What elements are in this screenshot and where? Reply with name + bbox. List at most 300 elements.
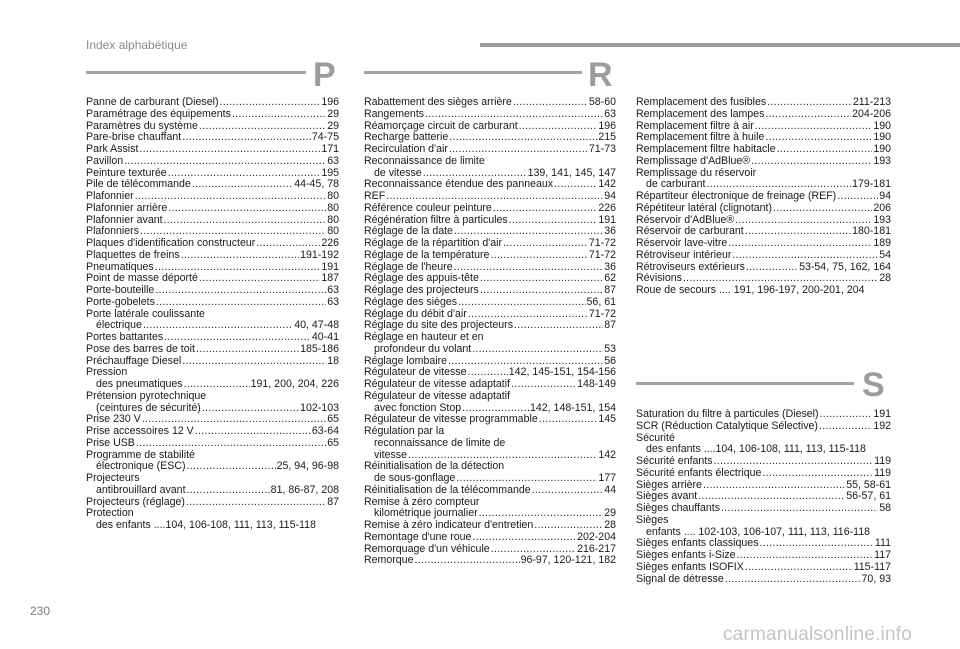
index-page-ref: 190: [873, 143, 891, 155]
index-term: Rétroviseur intérieur: [636, 248, 732, 261]
index-term: Projecteurs: [86, 472, 140, 484]
index-entry: [364, 191, 616, 203]
index-term: (ceintures de sécurité): [96, 401, 201, 414]
index-entry: [636, 503, 891, 515]
index-term: Plafonniers: [86, 225, 139, 238]
index-line: [86, 97, 339, 109]
dot-leader: [449, 132, 597, 144]
index-term: Remplissage d'AdBlue®: [636, 154, 751, 167]
index-entry: [86, 285, 339, 297]
index-term: kilométrique journalier: [374, 507, 478, 520]
index-term: Point de masse déporté: [86, 272, 198, 285]
dot-leader: [449, 144, 588, 156]
dot-leader: [199, 121, 326, 133]
index-term: Sièges enfants classiques: [636, 537, 759, 550]
index-line: [86, 391, 339, 403]
index-page-ref: 56, 61: [586, 295, 616, 308]
index-page-ref: 171: [321, 143, 339, 155]
index-term: Paramètres du système: [86, 119, 198, 132]
index-term: Régulateur de vitesse adaptatif: [364, 378, 511, 390]
index-term: Sécurité: [636, 431, 675, 444]
index-page-ref: 190: [873, 119, 891, 132]
dot-leader: [472, 344, 603, 356]
dot-leader: [135, 191, 327, 203]
index-page-ref: 193: [873, 213, 891, 226]
index-line: [636, 250, 891, 262]
dot-leader: [480, 285, 603, 297]
dot-leader: [820, 409, 873, 421]
index-term: Pile de télécommande: [86, 178, 191, 191]
index-page-ref: 185-186: [300, 342, 339, 355]
index-line: [636, 421, 891, 433]
index-term: Remplacement des lampes: [636, 107, 765, 120]
index-line: [364, 332, 616, 344]
index-term: Réglage de la température: [364, 248, 490, 261]
index-page-ref: 63: [327, 154, 339, 167]
index-page-ref: 63: [327, 295, 339, 308]
index-line: [86, 238, 339, 250]
index-term: Plaquettes de freins: [86, 248, 180, 261]
index-line: [364, 203, 616, 215]
index-page-ref: 111: [874, 537, 891, 550]
index-term: Référence couleur peinture: [364, 201, 492, 214]
index-entry: [86, 344, 339, 356]
index-page-ref: 40-41: [311, 331, 339, 343]
index-term: Réservoir lave-vitre: [636, 237, 728, 249]
index-entry: [86, 191, 339, 203]
index-term: Réglage de la date: [364, 225, 453, 238]
index-column-s: [636, 409, 891, 585]
dot-leader: [746, 262, 798, 274]
index-line: [636, 97, 891, 109]
index-entry: [364, 156, 616, 180]
index-term: Prétension pyrotechnique: [86, 389, 207, 402]
index-term: Réinitialisation de la détection: [364, 460, 505, 473]
dot-leader: [220, 97, 321, 109]
dot-leader: [136, 438, 326, 450]
index-term: Réglage lombaire: [364, 354, 448, 367]
dot-leader: [186, 497, 326, 509]
index-entry: [364, 203, 616, 215]
section-p-rule: [86, 71, 306, 74]
index-term: Porte-bouteille: [86, 284, 155, 296]
index-term: antibrouillard avant: [96, 483, 186, 496]
index-entry: [636, 203, 891, 215]
index-entry: [364, 97, 616, 109]
dot-leader: [187, 461, 276, 473]
index-line: [86, 144, 339, 156]
index-entry: [636, 550, 891, 562]
index-line: [364, 391, 616, 403]
index-entry: [364, 426, 616, 461]
index-term: Réglage de l'heure: [364, 260, 453, 273]
index-page-ref: 196: [321, 96, 339, 108]
dot-leader: [519, 121, 598, 133]
index-term: Prise USB: [86, 436, 135, 449]
index-entry: [636, 97, 891, 109]
index-line: [364, 109, 616, 121]
dot-leader: [819, 421, 872, 433]
index-page-ref: 65: [327, 436, 339, 449]
dot-leader: [751, 156, 872, 168]
index-term: Remise à zéro indicateur d'entretien: [364, 519, 534, 531]
index-line: [86, 285, 339, 297]
index-term: Rétroviseurs extérieurs: [636, 260, 745, 273]
index-term: Remorquage d'un véhicule: [364, 542, 490, 555]
index-line: [86, 473, 339, 485]
index-page-ref: 25, 94, 96-98: [276, 460, 339, 473]
index-line: [86, 156, 339, 168]
watermark: carmanualsonline.info: [722, 624, 912, 645]
index-page-ref: 191-192: [300, 248, 339, 261]
index-entry: [364, 461, 616, 485]
index-term: Porte latérale coulissante: [86, 307, 205, 320]
index-term: profondeur du volant: [374, 342, 472, 355]
dot-leader: [124, 156, 326, 168]
index-page-ref: 29: [327, 119, 339, 132]
index-term: Remorque: [364, 554, 414, 567]
index-term: Plafonnier avant: [86, 213, 163, 226]
index-entry: [364, 109, 616, 121]
index-page-ref: 102-103: [300, 401, 339, 414]
index-page-ref: 195: [321, 166, 339, 179]
index-entry: [636, 468, 891, 480]
index-page-ref: 94: [879, 190, 891, 202]
index-entry: [86, 508, 339, 532]
index-entry: [86, 473, 339, 497]
dot-leader: [164, 215, 327, 227]
dot-leader: [199, 273, 320, 285]
index-term: Sièges avant: [636, 490, 698, 503]
index-entry: [636, 409, 891, 421]
index-page-ref: 196: [598, 119, 616, 132]
dot-leader: [472, 532, 576, 544]
index-entry: [364, 144, 616, 156]
index-term: Prise accessoires 12 V: [86, 425, 194, 437]
dot-leader: [168, 203, 326, 215]
index-line: [636, 285, 891, 297]
index-term: Sièges enfants ISOFIX: [636, 560, 744, 573]
index-entry: [364, 391, 616, 415]
dot-leader: [703, 480, 845, 492]
index-page-ref: 44-45, 78: [294, 178, 339, 191]
index-page-ref: 145: [598, 413, 616, 426]
index-entry: [636, 562, 891, 574]
dot-leader: [513, 97, 588, 109]
dot-leader: [202, 403, 299, 415]
index-page-ref: 71-73: [588, 143, 616, 155]
index-entry: [364, 238, 616, 250]
dot-leader: [532, 485, 604, 497]
index-page-ref: 70, 93: [861, 572, 891, 585]
dot-leader: [182, 356, 326, 368]
index-entry: [636, 156, 891, 168]
section-letter-p: P: [313, 56, 336, 94]
dot-leader: [425, 109, 603, 121]
index-term: Remplacement filtre habitacle: [636, 143, 776, 155]
index-line: [364, 520, 616, 532]
index-line: [636, 109, 891, 121]
index-term: Réglage en hauteur et en: [364, 331, 484, 343]
section-letter-s: S: [862, 366, 885, 404]
index-page-ref: 71-72: [588, 237, 616, 249]
dot-leader: [745, 226, 851, 238]
index-term: Sièges: [636, 513, 669, 526]
dot-leader: [554, 179, 597, 191]
index-entry: [636, 144, 891, 156]
index-page-ref: 80: [327, 190, 339, 202]
index-page-ref: 65: [327, 413, 339, 426]
index-page-ref: 80: [327, 213, 339, 226]
index-entry: [636, 109, 891, 121]
index-term: des pneumatiques: [96, 378, 183, 390]
index-term: Régulateur de vitesse adaptatif: [364, 389, 511, 402]
index-term: Protection: [86, 507, 134, 520]
index-term: de carburant: [646, 178, 706, 191]
index-entry: [636, 285, 891, 297]
index-page-ref: 87: [604, 319, 616, 332]
index-term: Recirculation d'air: [364, 143, 448, 155]
index-term: Pose des barres de toit: [86, 342, 195, 355]
index-entry: [86, 109, 339, 121]
index-term: des enfants ....104, 106-108, 111, 113, 115-118: [646, 443, 866, 456]
index-page-ref: 193: [873, 154, 891, 167]
index-page-ref: 191, 200, 204, 226: [250, 378, 339, 390]
index-line: [86, 203, 339, 215]
index-page-ref: 63-64: [311, 425, 339, 437]
index-term: enfants .... 102-103, 106-107, 111, 113, 116-118: [646, 525, 871, 538]
index-page-ref: 58-60: [588, 96, 616, 108]
index-term: Réglage des appuis-tête: [364, 272, 479, 285]
index-page-ref: 53: [604, 342, 616, 355]
index-term: Rabattement des sièges arrière: [364, 96, 512, 108]
index-line: [86, 297, 339, 309]
index-page-ref: 142: [598, 448, 616, 461]
index-line: [364, 532, 616, 544]
index-entry: [636, 168, 891, 192]
dot-leader: [762, 468, 873, 480]
index-term: Plaques d'identification constructeur: [86, 237, 256, 249]
index-term: Panne de carburant (Diesel): [86, 96, 219, 108]
dot-leader: [765, 132, 872, 144]
index-term: Remplacement filtre à air: [636, 119, 754, 132]
index-page-ref: 211-213: [852, 96, 891, 108]
index-entry: [364, 285, 616, 297]
index-line: [86, 191, 339, 203]
index-entry: [364, 497, 616, 521]
index-page-ref: 202-204: [577, 530, 616, 543]
index-page-ref: 94: [604, 190, 616, 202]
index-entry: [364, 485, 616, 497]
index-entry: [364, 532, 616, 544]
index-column-r-continued: [636, 97, 891, 297]
index-term: Pavillon: [86, 154, 124, 167]
index-entry: [364, 250, 616, 262]
index-line: [636, 144, 891, 156]
index-page-ref: 87: [604, 284, 616, 296]
index-page-ref: 55, 58-61: [846, 478, 891, 491]
index-page-ref: 18: [327, 354, 339, 367]
index-term: REF: [364, 190, 386, 202]
index-page-ref: 29: [604, 507, 616, 520]
index-term: Plafonnier arrière: [86, 201, 168, 214]
index-term: Paramétrage des équipements: [86, 107, 231, 120]
dot-leader: [232, 109, 326, 121]
dot-leader: [514, 320, 603, 332]
index-term: Remontage d'une roue: [364, 530, 472, 543]
index-line: [86, 250, 339, 262]
dot-leader: [725, 574, 861, 586]
index-page-ref: 71-72: [588, 307, 616, 320]
index-page-ref: 63: [604, 107, 616, 120]
dot-leader: [837, 191, 878, 203]
index-term: Reconnaissance de limite: [364, 154, 485, 167]
index-term: Porte-gobelets: [86, 295, 155, 308]
index-term: Recharge batterie: [364, 131, 449, 144]
index-term: Peinture texturée: [86, 166, 167, 179]
index-term: Régulation par la: [364, 425, 445, 437]
index-term: Révisions: [636, 272, 682, 285]
dot-leader: [143, 320, 293, 332]
index-line: [636, 409, 891, 421]
dot-leader: [760, 538, 874, 550]
index-term: Régénération filtre à particules: [364, 213, 508, 226]
index-page-ref: 96-97, 120-121, 182: [520, 554, 616, 567]
index-line: [636, 456, 891, 468]
index-term: Portes battantes: [86, 331, 164, 343]
index-term: électronique (ESC): [96, 460, 186, 473]
index-page-ref: 215: [598, 131, 616, 144]
index-term: Park Assist: [86, 143, 139, 155]
index-entry: [636, 191, 891, 203]
section-r-rule: [364, 71, 582, 74]
index-entry: [86, 367, 339, 391]
index-entry: [364, 555, 616, 567]
index-column-p: [86, 97, 339, 532]
index-subline: [364, 473, 616, 485]
dot-leader: [181, 250, 299, 262]
index-page-ref: 53-54, 75, 162, 164: [799, 260, 891, 273]
index-term: Répartiteur électronique de freinage (REF): [636, 190, 837, 202]
index-entry: [364, 332, 616, 356]
index-entry: [636, 421, 891, 433]
index-term: Rangements: [364, 107, 425, 120]
index-page-ref: 63: [327, 284, 339, 296]
index-page-ref: 177: [598, 472, 616, 484]
index-page-ref: 187: [321, 272, 339, 285]
index-term: Pression: [86, 366, 128, 379]
index-term: reconnaissance de limite de: [374, 436, 506, 449]
index-page-ref: 71-72: [588, 248, 616, 261]
header-divider: [480, 43, 960, 47]
index-term: électrique: [96, 319, 142, 332]
index-term: avec fonction Stop: [374, 401, 462, 414]
dot-leader: [728, 238, 872, 250]
index-line: [86, 438, 339, 450]
index-term: Régulateur de vitesse: [364, 366, 467, 379]
index-page-ref: 148-149: [577, 378, 616, 390]
index-line: [86, 426, 339, 438]
dot-leader: [414, 555, 519, 567]
index-page-ref: 191: [873, 408, 891, 420]
index-entry: [364, 379, 616, 391]
index-page-ref: 115-117: [853, 560, 891, 573]
index-term: Prise 230 V: [86, 413, 141, 426]
dot-leader: [184, 379, 250, 391]
index-page-ref: 119: [874, 455, 891, 467]
index-entry: [636, 238, 891, 250]
index-entry: [86, 203, 339, 215]
index-page-ref: 192: [873, 419, 891, 432]
dot-leader: [155, 285, 326, 297]
index-page-ref: 80: [327, 225, 339, 238]
dot-leader: [698, 491, 845, 503]
index-page-ref: 56: [604, 354, 616, 367]
index-term: des enfants ....104, 106-108, 111, 113, 115-118: [96, 519, 316, 531]
section-s-rule: [636, 382, 854, 385]
index-entry: [86, 309, 339, 333]
dot-leader: [765, 109, 851, 121]
page-number: 230: [30, 604, 51, 618]
index-line: [364, 485, 616, 497]
index-term: Saturation du filtre à particules (Diesel): [636, 408, 819, 420]
index-line: [636, 203, 891, 215]
index-term: Réinitialisation de la télécommande: [364, 483, 531, 496]
index-term: Réservoir d'AdBlue®: [636, 213, 735, 226]
index-page-ref: 28: [879, 272, 891, 285]
index-term: Répétiteur latéral (clignotant): [636, 201, 773, 214]
index-entry: [86, 250, 339, 262]
index-line: [636, 562, 891, 574]
index-subline: [86, 485, 339, 497]
index-line: [636, 574, 891, 586]
index-page-ref: 226: [321, 237, 339, 249]
dot-leader: [182, 132, 311, 144]
index-entry: [86, 391, 339, 415]
index-line: [364, 250, 616, 262]
dot-leader: [480, 273, 603, 285]
index-page-ref: 226: [598, 201, 616, 214]
dot-leader: [714, 456, 874, 468]
dot-leader: [192, 179, 293, 191]
index-subline: [86, 520, 339, 532]
index-subline: [86, 379, 339, 391]
index-page-ref: 191: [321, 260, 339, 273]
index-page-ref: 190: [873, 131, 891, 144]
index-term: Remplissage du réservoir: [636, 166, 757, 179]
index-term: de vitesse: [374, 166, 422, 179]
dot-leader: [737, 550, 874, 562]
index-line: [636, 515, 891, 527]
dot-leader: [732, 250, 878, 262]
index-term: Remplacement filtre à huile: [636, 131, 765, 144]
index-line: [86, 332, 339, 344]
index-entry: [86, 450, 339, 474]
dot-leader: [539, 414, 598, 426]
section-letter-r: R: [588, 56, 613, 94]
index-page-ref: 206: [873, 201, 891, 214]
dot-leader: [386, 191, 603, 203]
index-page-ref: 40, 47-48: [294, 319, 339, 332]
index-page-ref: 204-206: [852, 107, 891, 120]
dot-leader: [195, 426, 311, 438]
index-term: Plafonnier: [86, 190, 134, 202]
index-line: [364, 297, 616, 309]
index-entry: [86, 97, 339, 109]
index-term: Réglage des projecteurs: [364, 284, 479, 296]
index-entry: [86, 156, 339, 168]
index-term: Remplacement des fusibles: [636, 96, 767, 108]
